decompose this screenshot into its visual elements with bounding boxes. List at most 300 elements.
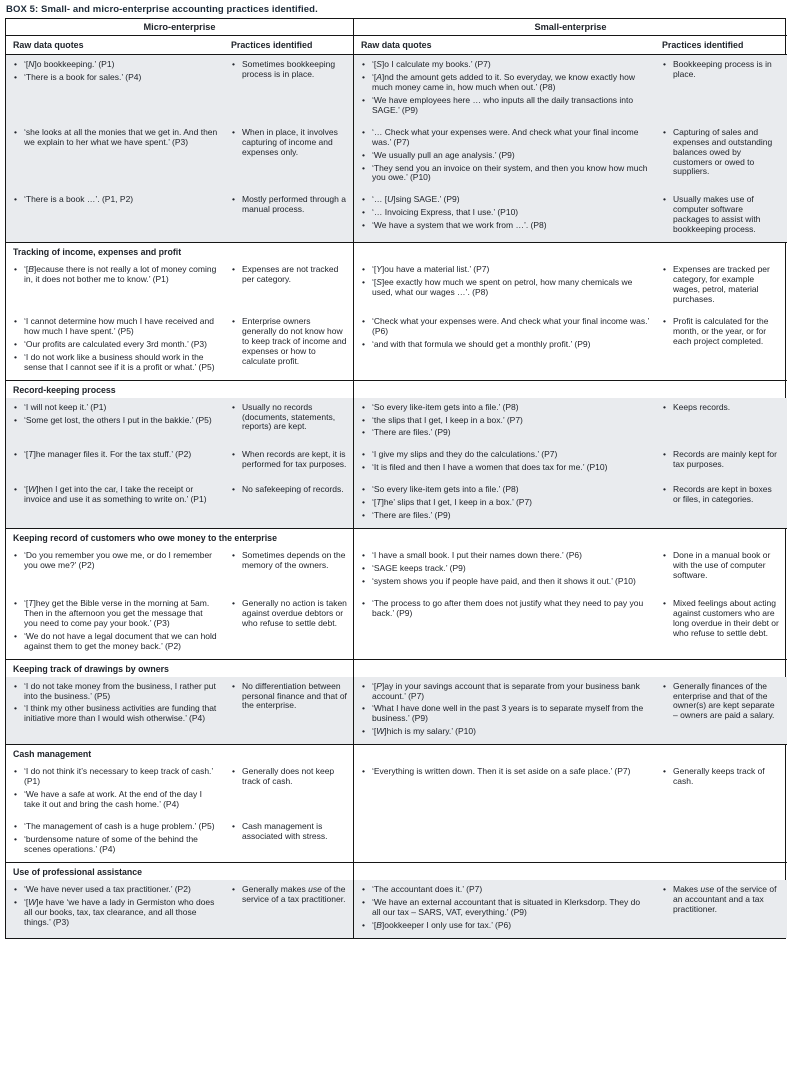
practice-list	[662, 885, 781, 915]
quote-item: • ‘[T]hey get the Bible verse in the morning at 5am. Then in the afternoon you get the message that you need to come pay your book.’ (P3)	[14, 597, 210, 628]
quote-list	[13, 599, 218, 652]
small-quotes-cell	[353, 445, 655, 480]
quote-list	[361, 317, 649, 350]
micro-quotes-cell	[6, 594, 224, 659]
micro-quotes-cell	[6, 546, 224, 594]
quote-list	[361, 485, 649, 521]
quote-item: • ‘the slips that I get, I keep in a box.’ (P7)	[362, 414, 523, 425]
quote-list	[361, 60, 649, 116]
column-group-header-micro	[6, 19, 353, 36]
bullet-icon: •	[362, 449, 365, 460]
bullet-icon: •	[232, 821, 235, 831]
quote-list	[13, 265, 218, 285]
quote-item: • ‘[S]ee exactly how much we spent on petrol, how many chemicals we used, what our wages …’. (P8)	[362, 277, 633, 297]
quote-item: • ‘We usually pull an age analysis.’ (P9)	[362, 149, 515, 160]
quote-item: • ‘I think my other business activities are funding that initiative more than I would wish otherwise.’ (P4)	[14, 703, 217, 724]
micro-quotes-cell	[6, 677, 224, 745]
practice-item: • Generally no action is taken against overdue debtors or who refuse to settle debt.	[232, 597, 347, 628]
micro-practices-cell	[224, 546, 353, 594]
quote-item: • ‘We have employees here … who inputs all the daily transactions into SAGE.’ (P9)	[362, 94, 634, 115]
bullet-icon: •	[362, 510, 365, 521]
quote-item: • ‘I will not keep it.’ (P1)	[14, 401, 107, 412]
practice-item: • When records are kept, it is performed for tax purposes.	[232, 449, 347, 470]
micro-quotes-cell	[6, 190, 224, 242]
quote-item: • ‘[P]ay in your savings account that is separate from your business bank account.’ (P7)	[362, 680, 640, 701]
bullet-icon: •	[14, 550, 17, 561]
quote-item: • ‘[W]e have ‘we have a lady in Germiston who does all our books, tax, tax clearance, and all those things.’ (P3)	[14, 896, 215, 927]
small-practices-cell	[655, 594, 787, 659]
micro-practices-cell	[224, 594, 353, 659]
section-header-cell	[6, 380, 353, 398]
practice-item: • Sometimes depends on the memory of the owners.	[232, 550, 346, 570]
bullet-icon: •	[362, 149, 365, 160]
section-header: Use of professional assistance	[13, 866, 143, 877]
bullet-icon: •	[232, 449, 235, 460]
small-quotes-cell	[353, 880, 655, 938]
practice-item: • Cash management is associated with stress.	[232, 821, 328, 841]
practice-list	[662, 265, 781, 305]
quote-item: • ‘burdensome nature of some of the behind the scenes operations.’ (P4)	[14, 833, 198, 854]
bullet-icon: •	[14, 315, 17, 326]
quote-item: • ‘We have a system that we work from …’. (P8)	[362, 220, 547, 231]
practice-list	[231, 195, 347, 215]
small-practices-cell	[655, 190, 787, 242]
practice-item: • Capturing of sales and expenses and outstanding balances owed by customers or owed to suppliers.	[663, 126, 773, 177]
micro-practices-cell	[224, 123, 353, 191]
micro-practices-cell	[224, 762, 353, 817]
bullet-icon: •	[663, 401, 666, 412]
bullet-icon: •	[362, 726, 365, 737]
quote-list	[13, 485, 218, 505]
quote-list	[13, 682, 218, 725]
quote-item: • ‘They send you an invoice on their system, and then you know how much you owe.’ (P10)	[362, 162, 648, 183]
quote-item: • ‘There is a book …’. (P1, P2)	[14, 194, 134, 205]
practice-item: • Expenses are not tracked per category.	[232, 264, 339, 285]
bullet-icon: •	[362, 703, 365, 714]
quote-item: • ‘[B]ecause there is not really a lot of money coming in, it does not bother me to know.’ (P1)	[14, 264, 217, 285]
bullet-icon: •	[362, 71, 365, 82]
quote-item: • ‘[B]ookkeeper I only use for tax.’ (P6)	[362, 919, 512, 930]
bullet-icon: •	[362, 94, 365, 105]
bullet-icon: •	[362, 766, 365, 777]
section-header-spacer	[353, 380, 787, 398]
bullet-icon: •	[232, 126, 235, 137]
practice-list	[662, 60, 781, 80]
small-quotes-cell	[353, 398, 655, 446]
quote-item: • ‘What I have done well in the past 3 years is to separate myself from the business.’ (P9)	[362, 703, 644, 724]
small-quotes-cell	[353, 594, 655, 659]
practice-list	[662, 403, 781, 413]
practice-item: • Usually no records (documents, statements, reports) are kept.	[232, 401, 336, 432]
practices-identified-label: Practices identified	[231, 40, 313, 50]
quote-item: • ‘[Y]ou have a material list.’ (P7)	[362, 264, 490, 275]
practice-item: • Generally keeps track of cash.	[663, 766, 765, 787]
bullet-icon: •	[14, 449, 17, 460]
bullet-icon: •	[14, 71, 17, 82]
section-header-cell	[6, 528, 353, 546]
practice-list	[231, 60, 347, 80]
practice-item: • Records are kept in boxes or files, in categories.	[663, 484, 772, 505]
micro-quotes-cell	[6, 480, 224, 528]
small-practices-cell	[655, 55, 787, 123]
quote-list	[13, 128, 218, 148]
micro-practices-cell	[224, 480, 353, 528]
bullet-icon: •	[362, 194, 365, 205]
bullet-icon: •	[14, 338, 17, 349]
bullet-icon: •	[14, 833, 17, 844]
practice-item: • Mostly performed through a manual process.	[232, 194, 346, 215]
quote-item: • ‘We have never used a tax practitioner.’ (P2)	[14, 883, 191, 894]
practice-item: • When in place, it involves capturing of income and expenses only.	[232, 126, 338, 157]
practice-item: • Usually makes use of computer software packages to assist with bookkeeping process.	[663, 194, 761, 235]
bullet-icon: •	[663, 449, 666, 460]
quote-item: • ‘… [U]sing SAGE.’ (P9)	[362, 194, 460, 205]
practice-item: • Records are mainly kept for tax purposes.	[663, 449, 777, 470]
practice-item: • Makes use of the service of an accountant and a tax practitioner.	[663, 883, 777, 914]
raw-data-quotes-label: Raw data quotes	[361, 40, 432, 50]
micro-quotes-cell	[6, 762, 224, 817]
bullet-icon: •	[663, 766, 666, 777]
small-practices-cell	[655, 762, 787, 817]
quote-item: • ‘Do you remember you owe me, or do I remember you owe me?’ (P2)	[14, 550, 213, 570]
quote-item: • ‘… Check what your expenses were. And check what your final income was.’ (P7)	[362, 126, 639, 147]
quote-item: • ‘[N]o bookkeeping.’ (P1)	[14, 59, 115, 69]
practice-item: • Expenses are tracked per category, for example wages, petrol, material purchases.	[663, 264, 770, 304]
small-practices-cell	[655, 260, 787, 312]
quote-list	[361, 682, 649, 738]
bullet-icon: •	[232, 766, 235, 777]
practice-list	[662, 450, 781, 470]
small-quotes-cell	[353, 762, 655, 817]
bullet-icon: •	[362, 264, 365, 275]
micro-practices-cell	[224, 55, 353, 123]
bullet-icon: •	[362, 59, 365, 69]
quote-item: • ‘… Invoicing Express, that I use.’ (P10)	[362, 207, 519, 218]
bullet-icon: •	[663, 126, 666, 137]
small-practices-cell	[655, 480, 787, 528]
quote-item: • ‘So every like-item gets into a file.’ (P8)	[362, 484, 519, 495]
small-practices-cell	[655, 445, 787, 480]
box-title: BOX 5: Small- and micro-enterprise accounting practices identified.	[6, 4, 318, 15]
small-quotes-cell	[353, 817, 655, 862]
quote-item: • ‘I give my slips and they do the calculations.’ (P7)	[362, 449, 558, 460]
bullet-icon: •	[663, 883, 666, 894]
quote-item: • ‘I do not take money from the business, I rather put into the business.’ (P5)	[14, 680, 216, 701]
practice-item: • No differentiation between personal finance and that of the enterprise.	[232, 680, 347, 711]
bullet-icon: •	[232, 315, 235, 326]
quote-item: • ‘The management of cash is a huge problem.’ (P5)	[14, 821, 215, 831]
bullet-icon: •	[232, 264, 235, 275]
section-header: Tracking of income, expenses and profit	[13, 247, 182, 258]
practice-item: • Enterprise owners generally do not know how to keep track of income and expenses or how to calculate profit.	[232, 315, 347, 366]
quote-item: • ‘[W]hen I get into the car, I take the receipt or invoice and use it as something to write on.’ (P1)	[14, 484, 207, 505]
bullet-icon: •	[232, 550, 235, 561]
bullet-icon: •	[232, 59, 235, 69]
bullet-icon: •	[362, 462, 365, 473]
quote-item: • ‘There is a book for sales.’ (P4)	[14, 71, 142, 82]
bullet-icon: •	[663, 597, 666, 608]
practice-list	[231, 485, 347, 495]
practice-list	[231, 317, 347, 367]
quote-list	[13, 822, 218, 855]
practice-list	[231, 682, 347, 712]
quote-item: • ‘she looks at all the monies that we get in. And then we explain to her what we have spent.’ (P3)	[14, 126, 218, 147]
bullet-icon: •	[663, 264, 666, 275]
small-quotes-cell	[353, 190, 655, 242]
quote-list	[13, 885, 218, 928]
bullet-icon: •	[14, 766, 17, 777]
bullet-icon: •	[14, 194, 17, 205]
micro-quotes-cell	[6, 880, 224, 938]
bullet-icon: •	[362, 563, 365, 573]
quote-list	[361, 885, 649, 931]
column-header-micro-raw-quotes	[6, 36, 224, 55]
bullet-icon: •	[232, 680, 235, 691]
quote-item: • ‘[T]he’ slips that I get, I keep in a box.’ (P7)	[362, 497, 533, 508]
quote-list	[361, 403, 649, 439]
section-header-cell	[6, 744, 353, 762]
quote-item: • ‘system shows you if people have paid, and then it shows it out.’ (P10)	[362, 575, 636, 586]
practice-list	[231, 767, 347, 787]
practice-item: • Profit is calculated for the month, or the year, or for each project completed.	[663, 315, 769, 346]
quote-list	[13, 317, 218, 373]
quote-item: • ‘Check what your expenses were. And check what your final income was.’ (P6)	[362, 315, 650, 336]
bullet-icon: •	[14, 597, 17, 608]
quote-list	[13, 450, 218, 460]
section-header-spacer	[353, 862, 787, 880]
micro-quotes-cell	[6, 123, 224, 191]
bullet-icon: •	[362, 575, 365, 586]
practice-list	[231, 885, 347, 905]
section-header-spacer	[353, 242, 787, 260]
practice-item: • Generally does not keep track of cash.	[232, 766, 335, 787]
bullet-icon: •	[362, 414, 365, 425]
bullet-icon: •	[362, 338, 365, 349]
bullet-icon: •	[362, 883, 365, 894]
micro-practices-cell	[224, 880, 353, 938]
quote-item: • ‘The process to go after them does not justify what they need to pay you back.’ (P9)	[362, 597, 644, 618]
bullet-icon: •	[14, 351, 17, 362]
bullet-icon: •	[14, 630, 17, 641]
bullet-icon: •	[362, 484, 365, 495]
bullet-icon: •	[663, 550, 666, 561]
bullet-icon: •	[232, 194, 235, 205]
bullet-icon: •	[362, 277, 365, 288]
small-practices-cell	[655, 123, 787, 191]
bullet-icon: •	[14, 401, 17, 412]
bullet-icon: •	[362, 315, 365, 326]
practice-item: • Mixed feelings about acting against customers who are long overdue in their debt or who refuse to settle debt.	[663, 597, 779, 638]
section-header-spacer	[353, 659, 787, 677]
section-header-spacer	[353, 528, 787, 546]
practice-list	[662, 128, 781, 178]
quote-item: • ‘We have a safe at work. At the end of the day I take it out and bring the cash home.’ (P4)	[14, 789, 202, 810]
small-practices-cell	[655, 312, 787, 380]
column-header-small-practices	[655, 36, 787, 55]
quote-item: • ‘[S]o I calculate my books.’ (P7)	[362, 59, 491, 69]
micro-quotes-cell	[6, 312, 224, 380]
practice-list	[662, 317, 781, 347]
micro-practices-cell	[224, 817, 353, 862]
practice-list	[662, 195, 781, 235]
practice-item: • Sometimes bookkeeping process is in place.	[232, 59, 336, 79]
bullet-icon: •	[663, 680, 666, 691]
raw-data-quotes-label: Raw data quotes	[13, 40, 84, 50]
bullet-icon: •	[663, 59, 666, 69]
bullet-icon: •	[362, 220, 365, 231]
quote-item: • ‘We have an external accountant that is situated in Klerksdorp. They do all our tax – SARS, VAT, everything.’ (P9)	[362, 896, 641, 917]
small-quotes-cell	[353, 55, 655, 123]
quote-item: • ‘I cannot determine how much I have received and how much I have spent.’ (P5)	[14, 315, 214, 336]
quote-item: • ‘The accountant does it.’ (P7)	[362, 883, 483, 894]
bullet-icon: •	[14, 59, 17, 69]
bullet-icon: •	[14, 680, 17, 691]
quote-list	[13, 60, 218, 83]
practice-item: • No safekeeping of records.	[232, 484, 344, 495]
practice-list	[231, 551, 347, 571]
practice-item: • Bookkeeping process is in place.	[663, 59, 772, 79]
bullet-icon: •	[362, 680, 365, 691]
micro-practices-cell	[224, 312, 353, 380]
small-quotes-cell	[353, 546, 655, 594]
bullet-icon: •	[362, 427, 365, 438]
small-quotes-cell	[353, 677, 655, 745]
quote-list	[361, 599, 649, 619]
micro-quotes-cell	[6, 260, 224, 312]
bullet-icon: •	[362, 919, 365, 930]
practice-list	[662, 682, 781, 722]
practice-list	[231, 265, 347, 285]
quote-list	[13, 403, 218, 426]
quote-item: • ‘[T]he manager files it. For the tax stuff.’ (P2)	[14, 449, 192, 460]
bullet-icon: •	[362, 207, 365, 218]
quote-item: • ‘It is filed and then I have a women that does tax for me.’ (P10)	[362, 462, 608, 473]
bullet-icon: •	[362, 896, 365, 907]
section-header-cell	[6, 242, 353, 260]
micro-quotes-cell	[6, 398, 224, 446]
quote-item: • ‘There are files.’ (P9)	[362, 510, 451, 521]
micro-practices-cell	[224, 445, 353, 480]
bullet-icon: •	[663, 484, 666, 495]
small-practices-cell	[655, 880, 787, 938]
practice-list	[662, 485, 781, 505]
quote-list	[361, 551, 649, 587]
micro-quotes-cell	[6, 55, 224, 123]
bullet-icon: •	[14, 264, 17, 275]
small-practices-cell	[655, 398, 787, 446]
bullet-icon: •	[362, 550, 365, 561]
bullet-icon: •	[362, 597, 365, 608]
bullet-icon: •	[14, 126, 17, 137]
section-header: Record-keeping process	[13, 384, 116, 395]
bullet-icon: •	[362, 126, 365, 137]
section-header-spacer	[353, 744, 787, 762]
section-header-cell	[6, 862, 353, 880]
bullet-icon: •	[663, 315, 666, 326]
column-header-small-raw-quotes	[353, 36, 655, 55]
micro-practices-cell	[224, 677, 353, 745]
quote-item: • ‘I do not think it’s necessary to keep track of cash.’ (P1)	[14, 766, 213, 787]
bullet-icon: •	[14, 703, 17, 714]
practices-identified-label: Practices identified	[662, 40, 744, 50]
small-practices-cell	[655, 546, 787, 594]
quote-item: • ‘Our profits are calculated every 3rd month.’ (P3)	[14, 338, 207, 349]
quote-list	[13, 767, 218, 810]
quote-item: • ‘and with that formula we should get a monthly profit.’ (P9)	[362, 338, 591, 349]
section-header: Keeping record of customers who owe money to the enterprise	[13, 533, 277, 544]
bullet-icon: •	[362, 497, 365, 508]
quote-item: • ‘SAGE keeps track.’ (P9)	[362, 563, 466, 573]
column-group-header-small	[353, 19, 787, 36]
small-quotes-cell	[353, 312, 655, 380]
quote-item: • ‘Everything is written down. Then it is set aside on a safe place.’ (P7)	[362, 766, 631, 777]
quote-list	[361, 195, 649, 231]
quote-item: • ‘We do not have a legal document that we can hold against them to get the money back.’ (P2)	[14, 630, 217, 651]
section-header: Keeping track of drawings by owners	[13, 663, 169, 674]
bullet-icon: •	[232, 401, 235, 412]
bullet-icon: •	[663, 194, 666, 205]
micro-practices-cell	[224, 190, 353, 242]
small-quotes-cell	[353, 123, 655, 191]
micro-enterprise-label: Micro-enterprise	[143, 22, 216, 32]
practice-item: • Generally finances of the enterprise and that of the owner(s) are kept separate – owners are paid a salary.	[663, 680, 775, 721]
quote-item: • ‘[A]nd the amount gets added to it. So everyday, we know exactly how much money came in, how much when out.’ (P8)	[362, 71, 636, 92]
column-header-micro-practices	[224, 36, 353, 55]
practice-item: • Generally makes use of the service of a tax practitioner.	[232, 883, 346, 904]
small-practices-cell	[655, 677, 787, 745]
micro-quotes-cell	[6, 817, 224, 862]
practice-item: • Keeps records.	[663, 401, 731, 412]
bullet-icon: •	[232, 597, 235, 608]
bullet-icon: •	[14, 896, 17, 907]
practice-list	[231, 450, 347, 470]
bullet-icon: •	[232, 883, 235, 894]
practice-list	[662, 551, 781, 581]
practice-list	[662, 767, 781, 787]
section-header: Cash management	[13, 749, 92, 760]
small-practices-cell	[655, 817, 787, 862]
quote-list	[361, 450, 649, 473]
practice-list	[231, 599, 347, 629]
micro-quotes-cell	[6, 445, 224, 480]
quote-item: • ‘So every like-item gets into a file.’ (P8)	[362, 401, 519, 412]
quote-item: • ‘[W]hich is my salary.’ (P10)	[362, 726, 476, 737]
quote-list	[361, 128, 649, 184]
practice-list	[662, 599, 781, 639]
small-quotes-cell	[353, 480, 655, 528]
bullet-icon: •	[232, 484, 235, 495]
quote-list	[361, 265, 649, 298]
micro-practices-cell	[224, 398, 353, 446]
quote-item: • ‘Some get lost, the others I put in the bakkie.’ (P5)	[14, 414, 212, 425]
bullet-icon: •	[14, 484, 17, 495]
section-header-cell	[6, 659, 353, 677]
bullet-icon: •	[362, 162, 365, 173]
quote-list	[13, 195, 218, 205]
practice-list	[231, 128, 347, 158]
bullet-icon: •	[14, 414, 17, 425]
practice-list	[231, 403, 347, 433]
practice-item: • Done in a manual book or with the use of computer software.	[663, 550, 771, 580]
micro-practices-cell	[224, 260, 353, 312]
bullet-icon: •	[362, 401, 365, 412]
quote-item: • ‘There are files.’ (P9)	[362, 427, 451, 438]
practices-table	[5, 18, 786, 939]
bullet-icon: •	[14, 883, 17, 894]
bullet-icon: •	[14, 821, 17, 831]
bullet-icon: •	[14, 789, 17, 800]
quote-item: • ‘I have a small book. I put their names down there.’ (P6)	[362, 550, 582, 561]
